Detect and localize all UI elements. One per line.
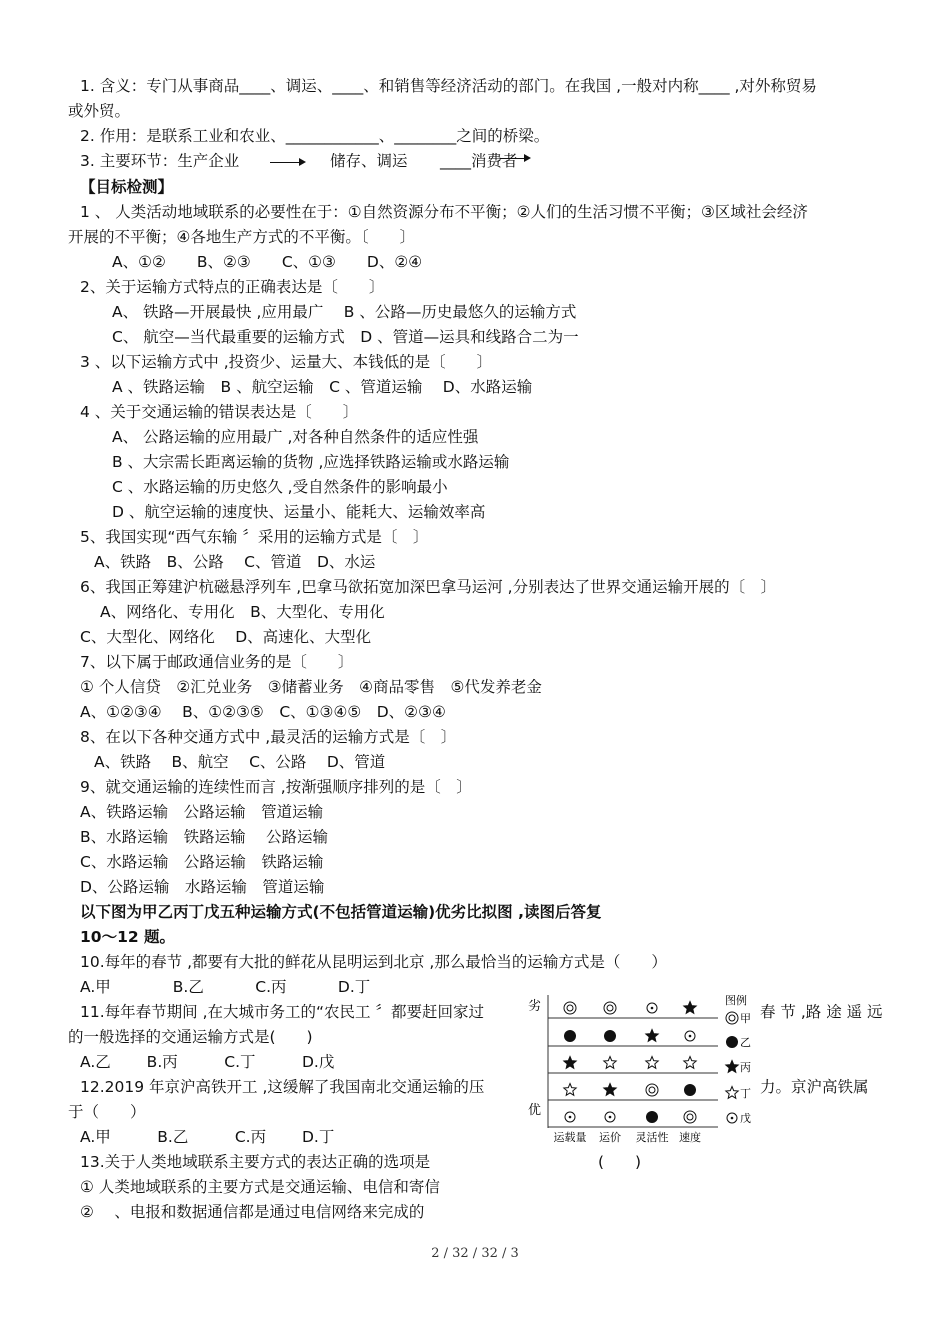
q2-options-cd: C、 航空—当代最重要的运输方式 D 、管道—运具和线路合二为一 — [112, 328, 579, 346]
q13-stem: 13.关于人类地域联系主要方式的表达正确的选项是 — [80, 1153, 431, 1171]
double-circle-inner — [567, 1005, 573, 1011]
q7-options: A、①②③④ B、①②③⑤ C、①③④⑤ D、②③④ — [80, 703, 446, 721]
page-footer: 2 / 32 / 32 / 3 — [431, 1246, 519, 1261]
q7-items: ① 个人信贷 ②汇兑业务 ③储蓄业务 ④商品零售 ⑤代发养老金 — [80, 678, 542, 696]
category-label: 运价 — [599, 1131, 621, 1144]
q12-stem-a: 12.2019 年京沪高铁开工 ,这缓解了我国南北交通运输的压 — [80, 1078, 485, 1096]
intro-line-1b: 或外贸。 — [68, 102, 131, 120]
legend-label: 乙 — [740, 1036, 751, 1049]
q7-stem: 7、以下属于邮政通信业务的是〔 〕 — [80, 653, 354, 671]
transport-comparison-chart — [520, 990, 765, 1150]
q4-option-d: D 、航空运输的速度快、运量小、能耗大、运输效率高 — [112, 503, 486, 521]
y-label-worse: 劣 — [528, 999, 542, 1014]
filled-star-mark — [684, 1002, 696, 1014]
q1-line-1: 1 、 人类活动地域联系的必要性在于：①自然资源分布不平衡；②人们的生活习惯不平衡；③区域社会经济 — [80, 203, 808, 221]
q13-item-1: ① 人类地域联系的主要方式是交通运输、电信和寄信 — [80, 1178, 440, 1196]
filled-star-mark — [726, 1061, 738, 1073]
legend-label: 丁 — [740, 1087, 751, 1100]
filled-circle-mark — [604, 1030, 616, 1042]
double-circle-inner — [649, 1087, 655, 1093]
q10-stem: 10.每年的春节 ,都要有大批的鲜花从昆明运到北京 ,那么最恰当的运输方式是（ ） — [80, 953, 667, 971]
intro-line-1: 1. 含义：专门从事商品____、调运、____、和销售等经济活动的部门。在我国 ,一般对内称____ ,对外称贸易 — [80, 77, 817, 95]
dot-circle-center — [731, 1117, 734, 1120]
q12-stem-b: 力。京沪高铁属 — [760, 1078, 869, 1096]
hollow-star-mark — [726, 1087, 738, 1099]
category-label: 运载量 — [553, 1131, 587, 1144]
filled-star-mark — [604, 1084, 616, 1096]
chart-intro-1: 以下图为甲乙丙丁戊五种运输方式(不包括管道运输)优劣比拟图 ,读图后答复 — [80, 903, 602, 921]
q4-option-b: B 、大宗需长距离运输的货物 ,应选择铁路运输或水路运输 — [112, 453, 510, 471]
q2-options-ab: A、 铁路—开展最快 ,应用最广 B 、公路—历史最悠久的运输方式 — [112, 303, 577, 321]
q6-stem: 6、我国正筹建沪杭磁悬浮列车 ,巴拿马欲拓宽加深巴拿马运河 ,分别表达了世界交通运输开展的〔 〕 — [80, 578, 777, 596]
dot-circle-center — [651, 1007, 654, 1010]
hollow-star-mark — [646, 1057, 658, 1069]
intro-line-2: 2. 作用：是联系工业和农业、____________、________之间的桥梁。 — [80, 127, 550, 145]
q12-options: A.甲 B.乙 C.丙 D.丁 — [80, 1128, 335, 1146]
dot-circle-center — [609, 1116, 612, 1119]
arrow-1 — [270, 162, 300, 163]
section-title: 【目标检测】 — [80, 178, 174, 196]
q8-options: A、铁路 B、航空 C、公路 D、管道 — [94, 753, 386, 771]
q4-option-a: A、 公路运输的应用最广 ,对各种自然条件的适应性强 — [112, 428, 479, 446]
legend-label: 甲 — [740, 1012, 751, 1025]
q5-stem: 5、我国实现“西气东输 〞采用的运输方式是〔 〕 — [80, 528, 429, 546]
hollow-star-mark — [564, 1084, 576, 1096]
filled-circle-mark — [684, 1084, 696, 1096]
q3-stem: 3 、以下运输方式中 ,投资少、运量大、本钱低的是〔 〕 — [80, 353, 493, 371]
q1-line-2: 开展的不平衡；④各地生产方式的不平衡。〔 〕 — [68, 228, 416, 246]
filled-star-mark — [564, 1057, 576, 1069]
intro-line-3b: 储存、调运 — [330, 152, 408, 170]
intro-line-3a: 3. 主要环节：生产企业 — [80, 152, 240, 170]
q6-options-ab: A、网络化、专用化 B、大型化、专用化 — [100, 603, 385, 621]
q8-stem: 8、在以下各种交通方式中 ,最灵活的运输方式是〔 〕 — [80, 728, 457, 746]
q12-stem-c: 于（ ） — [68, 1103, 146, 1121]
q11-stem-c: 的一般选择的交通运输方式是( ) — [68, 1028, 313, 1046]
hollow-star-mark — [604, 1057, 616, 1069]
hollow-star-mark — [684, 1057, 696, 1069]
q1-options: A、①② B、②③ C、①③ D、②④ — [112, 253, 423, 271]
legend-label: 丙 — [740, 1061, 751, 1074]
q9-option-d: D、公路运输 水路运输 管道运输 — [80, 878, 325, 896]
q11-options: A.乙 B.丙 C.丁 D.戊 — [80, 1053, 335, 1071]
double-circle-inner — [607, 1005, 613, 1011]
q10-options: A.甲 B.乙 C.丙 D.丁 — [80, 978, 371, 996]
q9-option-a: A、铁路运输 公路运输 管道运输 — [80, 803, 324, 821]
q6-options-cd: C、大型化、网络化 D、高速化、大型化 — [80, 628, 372, 646]
y-label-better: 优 — [528, 1103, 542, 1118]
double-circle-inner — [687, 1114, 693, 1120]
q9-stem: 9、就交通运输的连续性而言 ,按渐强顺序排列的是〔 〕 — [80, 778, 472, 796]
q9-option-c: C、水路运输 公路运输 铁路运输 — [80, 853, 324, 871]
category-label: 灵活性 — [635, 1131, 669, 1144]
q13-paren: ( ) — [598, 1153, 642, 1171]
q5-options: A、铁路 B、公路 C、管道 D、水运 — [94, 553, 376, 571]
q9-option-b: B、水路运输 铁路运输 公路运输 — [80, 828, 329, 846]
filled-circle-mark — [646, 1111, 658, 1123]
filled-circle-mark — [726, 1036, 738, 1048]
q11-stem-a: 11.每年春节期间 ,在大城市务工的“农民工 〞都要赶回家过 — [80, 1003, 484, 1021]
q11-stem-b: 春 节 ,路 途 遥 远 — [760, 1003, 883, 1021]
category-label: 速度 — [679, 1131, 701, 1144]
q2-stem: 2、关于运输方式特点的正确表达是〔 〕 — [80, 278, 385, 296]
double-circle-inner — [729, 1015, 735, 1021]
intro-line-3c: ____消费者 — [440, 152, 518, 170]
dot-circle-center — [569, 1116, 572, 1119]
q4-option-c: C 、水路运输的历史悠久 ,受自然条件的影响最小 — [112, 478, 448, 496]
q13-item-2: ② 、电报和数据通信都是通过电信网络来完成的 — [80, 1203, 425, 1221]
legend-label: 戊 — [740, 1112, 751, 1125]
chart-intro-2: 10～12 题。 — [80, 928, 176, 946]
q3-options: A 、铁路运输 B 、航空运输 C 、管道运输 D、水路运输 — [112, 378, 533, 396]
dot-circle-center — [689, 1035, 692, 1038]
filled-circle-mark — [564, 1030, 576, 1042]
filled-star-mark — [646, 1030, 658, 1042]
q4-stem: 4 、关于交通运输的错误表达是〔 〕 — [80, 403, 359, 421]
legend-title: 图例 — [725, 994, 747, 1007]
arrow-2 — [500, 158, 525, 159]
